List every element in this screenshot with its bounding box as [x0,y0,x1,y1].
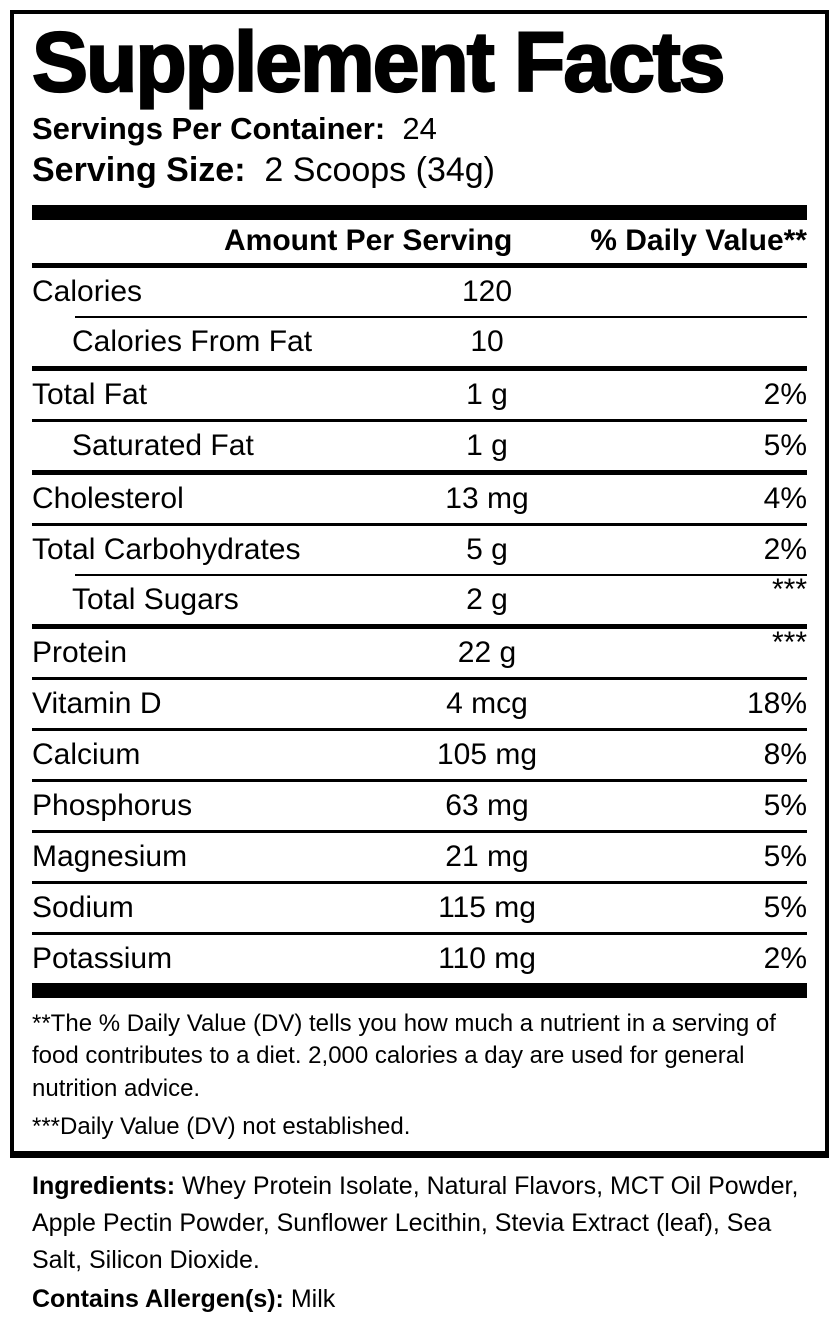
nutrient-amount: 21 mg [445,839,529,873]
nutrient-amount: 105 mg [436,737,538,771]
nutrient-daily-value: 4% [763,481,807,515]
table-header-row [32,220,807,268]
servings-per-container: Servings Per Container: 24 [32,111,437,146]
nutrient-name: Magnesium [32,839,188,873]
nutrient-name: Potassium [32,941,173,975]
nutrient-amount: 2 g [466,582,508,616]
nutrient-amount: 22 g [457,635,517,669]
table-row [32,371,807,419]
serving-size-label: Serving Size: [32,151,246,190]
table-row [32,884,807,932]
nutrient-daily-value: 5% [763,839,807,873]
nutrient-amount: 120 [461,274,513,308]
ingredients-text: Whey Protein Isolate, Natural Flavors, MCT Oil Powder, Apple Pectin Powder, Sunflower Lecithin, Stevia Extract (leaf), Sea Salt, Silicon Dioxide. [32,1172,799,1275]
table-row [32,572,807,624]
footnotes [32,998,807,1144]
nutrient-amount: 1 g [466,377,508,411]
nutrient-daily-value: 2% [763,532,807,566]
nutrient-name: Saturated Fat [72,428,254,462]
nutrient-name: Protein [32,635,128,669]
table-row [32,318,807,366]
serving-size: Serving Size: 2 Scoops (34g) [32,151,496,190]
nutrient-daily-value: 5% [763,890,807,924]
column-header-amount: Amount Per Serving [224,224,513,258]
ingredients-label: Ingredients: [32,1172,176,1201]
table-row [32,731,807,779]
nutrient-daily-value: 2% [763,377,807,411]
nutrient-name: Vitamin D [32,686,162,720]
allergen-label: Contains Allergen(s): [32,1285,284,1314]
nutrient-amount: 13 mg [445,481,529,515]
serving-size-value [255,151,264,189]
nutrient-name: Total Carbohydrates [32,532,301,566]
nutrient-name: Phosphorus [32,788,193,822]
footnote-not-established: ***Daily Value (DV) not established. [32,1112,411,1140]
footnote-daily-value: **The % Daily Value (DV) tells you how much a nutrient in a serving of food contributes to a diet. 2,000 calories a day are used for general nutrition advice. [32,1009,776,1103]
thick-divider-top [32,205,807,220]
allergen-value: Milk [283,1285,336,1314]
allergen-line [32,1281,818,1318]
table-row [32,526,807,574]
table-row [32,935,807,983]
nutrient-table [32,268,807,983]
nutrient-name: Cholesterol [32,481,184,515]
thick-divider-bottom [32,983,807,998]
column-header-daily-value: % Daily Value** [590,224,807,258]
nutrient-amount: 115 mg [438,890,536,924]
nutrient-name: Calories From Fat [72,324,313,358]
nutrient-daily-value: 5% [763,428,807,462]
nutrient-name: Calcium [32,737,141,771]
table-row [32,268,807,316]
nutrient-amount: 10 [470,324,504,358]
nutrient-name: Sodium [32,890,134,924]
nutrient-amount: 1 g [466,428,508,462]
nutrient-amount: 5 g [466,532,508,566]
page-title: Supplement Facts [32,15,724,109]
supplement-facts-panel [10,10,829,1158]
table-row [32,833,807,881]
table-row [32,680,807,728]
ingredients-line [32,1168,818,1279]
nutrient-daily-value: 8% [763,737,807,771]
nutrient-daily-value: *** [771,572,807,606]
nutrient-amount: 110 mg [438,941,536,975]
nutrient-daily-value: 18% [746,686,807,720]
nutrient-daily-value: 5% [763,788,807,822]
nutrient-name: Total Sugars [72,582,239,616]
nutrient-name: Total Fat [32,377,148,411]
nutrient-name: Calories [32,274,143,308]
table-row [32,422,807,470]
nutrient-daily-value: *** [771,625,807,659]
servings-per-container-label: Servings Per Container: [32,111,386,146]
nutrient-amount: 4 mcg [446,686,528,720]
nutrient-amount: 63 mg [445,788,529,822]
table-row [32,782,807,830]
nutrient-daily-value: 2% [763,941,807,975]
table-row [32,625,807,677]
table-row [32,475,807,523]
ingredients-section [32,1168,818,1318]
